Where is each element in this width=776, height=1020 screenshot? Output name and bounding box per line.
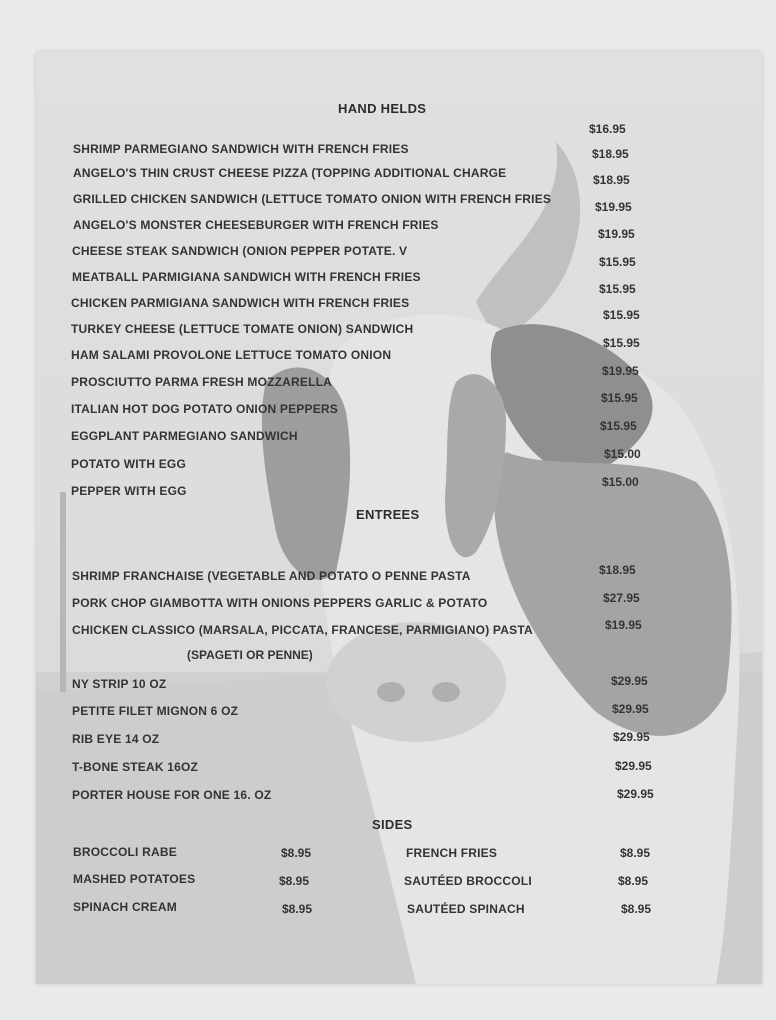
item-name: SHRIMP PARMEGIANO SANDWICH WITH FRENCH FRIES <box>73 142 409 156</box>
item-name: CHICKEN PARMIGIANA SANDWICH WITH FRENCH FRIES <box>71 296 410 310</box>
side-name: FRENCH FRIES <box>406 846 498 860</box>
menu-item <box>36 200 762 234</box>
item-price: $15.95 <box>599 255 636 269</box>
menu-item <box>36 227 762 260</box>
item-price: $15.95 <box>599 282 636 296</box>
item-price: $15.95 <box>603 308 640 322</box>
item-name: PEPPER WITH EGG <box>71 484 187 498</box>
sides-heading: SIDES <box>372 817 413 832</box>
item-name: NY STRIP 10 OZ <box>72 677 167 691</box>
menu-item <box>36 447 762 473</box>
side-price: $8.95 <box>281 846 312 860</box>
item-name: SHRIMP FRANCHAISE (VEGETABLE AND POTATO O PENNE PASTA <box>72 569 471 583</box>
item-price: $19.95 <box>598 227 635 241</box>
item-name: PETITE FILET MIGNON 6 OZ <box>72 704 239 718</box>
menu-item <box>36 282 762 312</box>
item-price: $19.95 <box>595 200 632 214</box>
side-row <box>36 845 762 861</box>
item-name: CHICKEN CLASSICO (MARSALA, PICCATA, FRANCESE, PARMIGIANO) PASTA <box>72 623 533 637</box>
item-price: $15.95 <box>603 336 640 350</box>
side-name: SAUTÉED SPINACH <box>407 902 525 916</box>
item-name: ITALIAN HOT DOG POTATO ONION PEPPERS <box>71 402 338 416</box>
menu-item <box>36 122 762 156</box>
item-name: EGGPLANT PARMEGIANO SANDWICH <box>71 429 298 443</box>
side-name: MASHED POTATOES <box>73 872 196 886</box>
item-price: $15.95 <box>600 419 637 433</box>
side-price: $8.95 <box>279 874 310 888</box>
item-name: CHEESE STEAK SANDWICH (ONION PEPPER POTATE. V <box>72 244 408 258</box>
item-name: GRILLED CHICKEN SANDWICH (LETTUCE TOMATO ONION WITH FRENCH FRIES <box>73 192 552 206</box>
entrees-heading: ENTREES <box>356 507 420 522</box>
menu-item <box>36 704 762 720</box>
item-price: $18.95 <box>599 563 636 577</box>
item-price: $29.95 <box>613 730 650 744</box>
side-name: BROCCOLI RABE <box>73 845 177 859</box>
item-name: PORK CHOP GIAMBOTTA WITH ONIONS PEPPERS GARLIC & POTATO <box>72 596 488 610</box>
menu-item <box>36 732 762 748</box>
item-price: $19.95 <box>605 618 642 632</box>
item-price: $16.95 <box>589 122 626 136</box>
item-price: $29.95 <box>611 674 648 688</box>
item-price: $29.95 <box>615 759 652 773</box>
hand-helds-heading: HAND HELDS <box>338 101 427 116</box>
menu-item <box>36 419 762 445</box>
menu-item <box>36 475 762 500</box>
item-price: $19.95 <box>602 364 639 378</box>
item-price: $18.95 <box>592 147 629 161</box>
side-price: $8.95 <box>618 874 649 888</box>
item-price: $18.95 <box>593 173 630 187</box>
item-name: TURKEY CHEESE (LETTUCE TOMATE ONION) SANDWICH <box>71 322 414 336</box>
item-price: $29.95 <box>612 702 649 716</box>
side-name: SPINACH CREAM <box>73 900 177 914</box>
menu-item <box>36 788 762 804</box>
side-price: $8.95 <box>282 902 313 916</box>
item-name: RIB EYE 14 OZ <box>72 732 160 746</box>
item-name: ANGELO'S MONSTER CHEESEBURGER WITH FRENCH FRIES <box>73 218 439 232</box>
side-price: $8.95 <box>621 902 652 916</box>
item-name: ANGELO'S THIN CRUST CHEESE PIZZA (TOPPING ADDITIONAL CHARGE <box>73 166 507 180</box>
menu-item <box>36 563 762 585</box>
item-name: T-BONE STEAK 16OZ <box>72 760 199 774</box>
menu-item <box>36 308 762 338</box>
side-name: SAUTÉED BROCCOLI <box>404 874 532 888</box>
menu-item <box>36 618 762 639</box>
side-row <box>36 900 762 916</box>
menu-item <box>36 674 762 693</box>
item-name: MEATBALL PARMIGIANA SANDWICH WITH FRENCH FRIES <box>72 270 421 284</box>
menu-item <box>36 591 762 612</box>
item-price: $15.95 <box>601 391 638 405</box>
item-price: $15.00 <box>602 475 639 489</box>
pasta-choice-note: (SPAGETI OR PENNE) <box>187 648 313 662</box>
item-name: POTATO WITH EGG <box>71 457 186 471</box>
menu-item <box>36 255 762 286</box>
item-price: $29.95 <box>617 787 654 801</box>
item-name: HAM SALAMI PROVOLONE LETTUCE TOMATO ONION <box>71 348 392 362</box>
menu-sheet <box>36 52 762 984</box>
item-name: PROSCIUTTO PARMA FRESH MOZZARELLA <box>71 375 333 389</box>
side-row <box>36 872 762 888</box>
item-name: PORTER HOUSE FOR ONE 16. OZ <box>72 788 272 802</box>
item-price: $27.95 <box>603 591 640 605</box>
menu-item <box>36 364 762 391</box>
side-price: $8.95 <box>620 846 651 860</box>
item-price: $15.00 <box>604 447 641 461</box>
menu-item <box>36 760 762 776</box>
menu-item <box>36 336 762 364</box>
menu-item <box>36 391 762 418</box>
